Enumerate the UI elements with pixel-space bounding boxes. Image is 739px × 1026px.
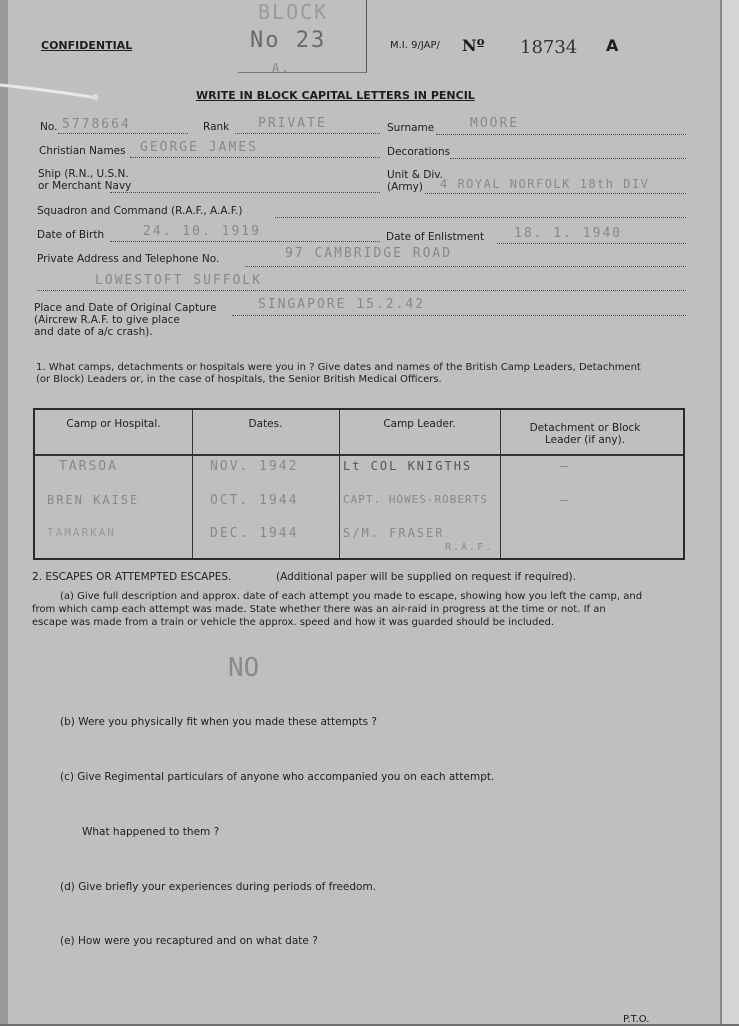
table-row-1-leader: Lt COL KNIGTHS <box>343 459 473 473</box>
capture-label-2: (Aircrew R.A.F. to give place <box>34 314 180 326</box>
address-value-1: 97 CAMBRIDGE ROAD <box>285 246 453 261</box>
section2-a-line3: escape was made from a train or vehicle the approx. speed and how it was guarded should be included. <box>32 617 555 628</box>
binding-string <box>0 80 100 100</box>
number-label: Nº <box>462 36 485 55</box>
table-row-3-leader: S/M. FRASER <box>343 526 445 540</box>
table-header-leader: Camp Leader. <box>383 418 456 430</box>
table-row-3-dates: DEC. 1944 <box>210 526 299 541</box>
table-row-2-camp: BREN KAISE <box>47 493 140 507</box>
capture-label-3: and date of a/c crash). <box>34 326 153 338</box>
dob-value: 24. 10. 1919 <box>143 224 261 239</box>
section1-question-line2: (or Block) Leaders or, in the case of hospitals, the Senior British Medical Officers. <box>36 374 442 385</box>
rank-label: Rank <box>203 121 230 133</box>
confidential-label: CONFIDENTIAL <box>41 39 133 52</box>
capture-label-1: Place and Date of Original Capture <box>34 302 217 314</box>
block-stamp-label: BLOCK <box>258 0 329 24</box>
question-e: (e) How were you recaptured and on what date ? <box>60 935 318 947</box>
squadron-line <box>275 217 686 218</box>
section2-a-line2: from which camp each attempt was made. State whether there was an air-raid in progress at the time or not. If an <box>32 604 606 615</box>
section2-title: 2. ESCAPES OR ATTEMPTED ESCAPES. <box>32 571 232 583</box>
enlistment-line <box>497 243 686 244</box>
table-row-1-detachment: — <box>560 459 570 474</box>
enlistment-label: Date of Enlistment <box>386 231 485 243</box>
ship-label-2: or Merchant Navy <box>38 180 132 192</box>
no-label: No. <box>40 121 58 133</box>
squadron-label: Squadron and Command (R.A.F., A.A.F.) <box>37 205 243 217</box>
instruction-heading: WRITE IN BLOCK CAPITAL LETTERS IN PENCIL <box>196 89 475 102</box>
rank-value: PRIVATE <box>258 116 327 131</box>
address-line-2 <box>37 290 686 291</box>
block-stamp-letter: A. <box>272 61 291 75</box>
capture-line <box>232 315 686 316</box>
ship-line <box>110 192 380 193</box>
question-c: (c) Give Regimental particulars of anyone who accompanied you on each attempt. <box>60 771 495 783</box>
pto-label: P.T.O. <box>623 1014 650 1025</box>
section2-title-note: (Additional paper will be supplied on request if required). <box>276 571 576 583</box>
address-line-1 <box>245 266 686 267</box>
section1-question-line1: 1. What camps, detachments or hospitals were you in ? Give dates and names of the British Camp Leaders, Detachment <box>36 362 641 373</box>
address-value-2: LOWESTOFT SUFFOLK <box>95 273 263 288</box>
ref-code: M.I. 9/JAP/ <box>390 40 440 51</box>
table-row-1-camp: TARSOA <box>59 459 118 474</box>
page-edge <box>720 0 739 1024</box>
capture-value: SINGAPORE 15.2.42 <box>258 297 426 312</box>
question-d: (d) Give briefly your experiences during periods of freedom. <box>60 881 377 893</box>
camps-table <box>33 408 685 560</box>
surname-line <box>436 134 686 135</box>
table-divider <box>500 410 501 558</box>
table-header-dates: Dates. <box>248 418 283 430</box>
table-header-camp: Camp or Hospital. <box>66 418 161 430</box>
question-c-followup: What happened to them ? <box>82 826 220 838</box>
table-row-2-leader: CAPT. HOWES-ROBERTS <box>343 493 488 506</box>
unit-label-1: Unit & Div. <box>387 169 443 181</box>
section2-a-answer: NO <box>228 653 260 683</box>
form-letter: A <box>606 36 619 55</box>
christian-names-label: Christian Names <box>39 145 126 157</box>
table-row-3-note: R.A.F. <box>445 542 494 553</box>
no-value: 5778664 <box>62 117 131 132</box>
table-row-2-detachment: — <box>560 493 570 508</box>
table-header-divider <box>35 454 683 456</box>
unit-label-2: (Army) <box>387 181 423 193</box>
christian-names-value: GEORGE JAMES <box>140 140 258 155</box>
dob-label: Date of Birth <box>37 229 105 241</box>
rank-line <box>235 133 380 134</box>
decorations-line <box>450 158 686 159</box>
unit-value: 4 ROYAL NORFOLK 18th DIV <box>440 177 650 191</box>
table-divider <box>192 410 193 558</box>
block-stamp-number: No 23 <box>250 28 327 53</box>
table-row-1-dates: NOV. 1942 <box>210 459 299 474</box>
table-header-detachment: Detachment or Block Leader (if any). <box>529 422 641 447</box>
address-label: Private Address and Telephone No. <box>37 253 220 265</box>
christian-names-line <box>130 157 380 158</box>
table-divider <box>339 410 340 558</box>
table-row-2-dates: OCT. 1944 <box>210 493 299 508</box>
surname-value: MOORE <box>470 116 520 131</box>
surname-label: Surname <box>387 122 435 134</box>
form-number: 18734 <box>520 37 578 58</box>
enlistment-value: 18. 1. 1940 <box>514 226 623 241</box>
section2-a-line1: (a) Give full description and approx. date of each attempt you made to escape, showing how you left the camp, and <box>60 591 643 602</box>
question-b: (b) Were you physically fit when you made these attempts ? <box>60 716 377 728</box>
ship-label-1: Ship (R.N., U.S.N. <box>38 168 129 180</box>
no-line <box>58 133 188 134</box>
unit-line <box>425 193 686 194</box>
dob-line <box>110 241 380 242</box>
decorations-label: Decorations <box>387 146 451 158</box>
table-row-3-camp: TAMARKAN <box>47 526 116 539</box>
